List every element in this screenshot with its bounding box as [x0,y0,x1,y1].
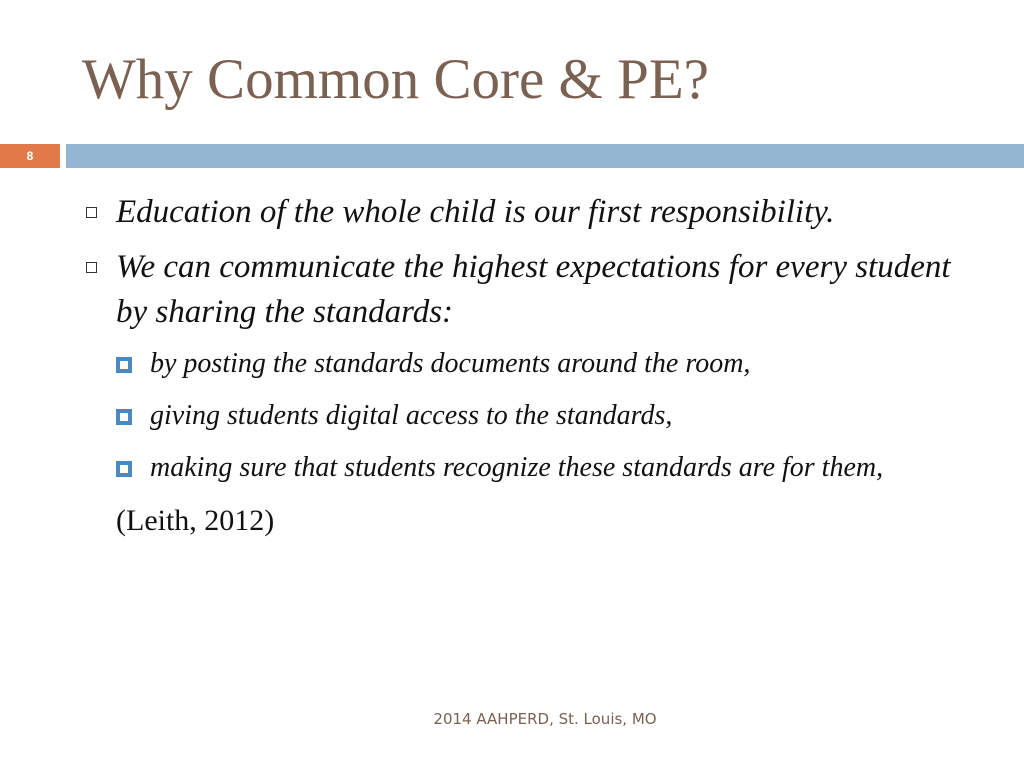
slide-content [82,190,982,541]
blue-square-icon [116,357,132,373]
hollow-square-icon [86,207,97,218]
slide-title: Why Common Core & PE? [82,48,709,111]
hollow-square-icon [86,262,97,273]
blue-square-icon [116,409,132,425]
sub-bullet-item [150,397,982,435]
slide-footer: 2014 AAHPERD, St. Louis, MO [433,710,657,728]
sub-bullet-text: giving students digital access to the standards, [150,400,673,431]
accent-bar [66,144,1024,168]
sub-bullet-text: making sure that students recognize these standards are for them, [150,452,884,483]
slide-number-box [0,144,60,168]
bullet-item [82,245,982,335]
bullet-item [82,190,982,235]
bullet-text: Education of the whole child is our first responsibility. [116,194,835,230]
slide-number: 8 [26,149,34,163]
bullet-text: We can communicate the highest expectations for every student by sharing the standards: [116,249,951,330]
sub-bullet-item [150,345,982,383]
citation: (Leith, 2012) [116,504,275,537]
sub-bullet-item [150,449,982,487]
blue-square-icon [116,461,132,477]
sub-bullet-text: by posting the standards documents around the room, [150,348,751,379]
